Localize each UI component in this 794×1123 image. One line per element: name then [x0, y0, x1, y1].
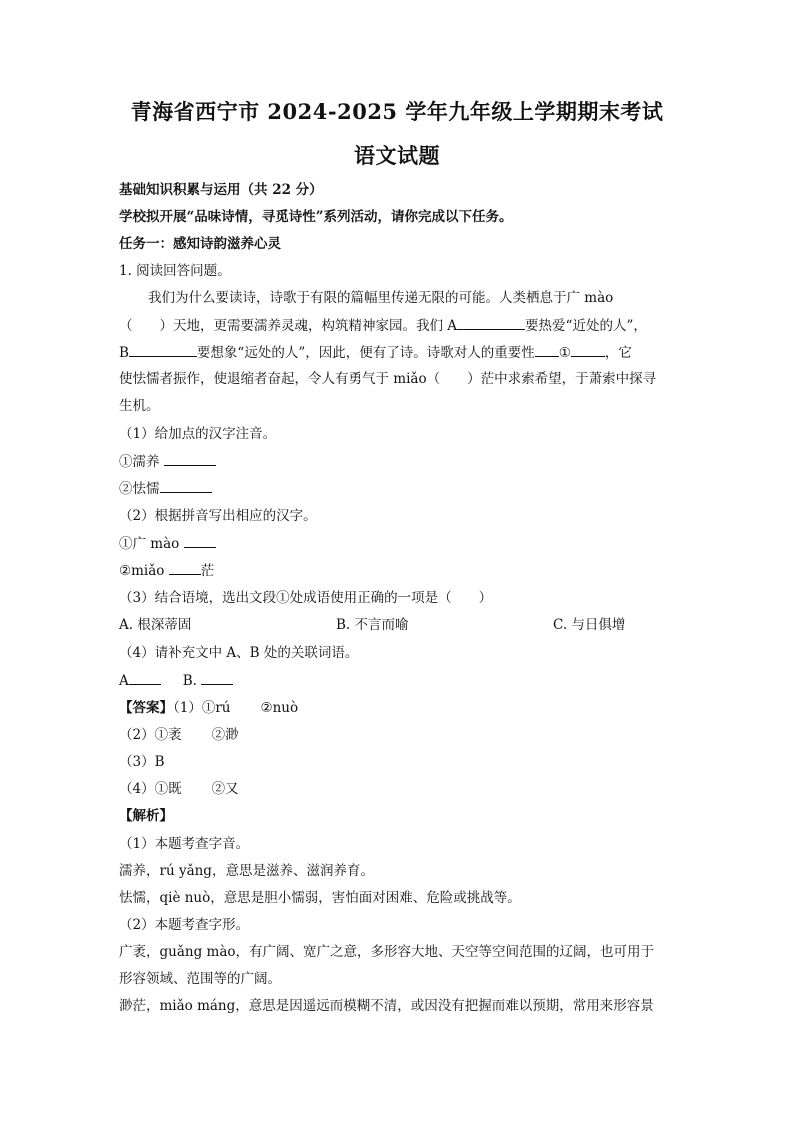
answer-line-3: （3）B	[119, 754, 165, 770]
analysis-label: 【解析】	[119, 808, 173, 824]
subquestion-2: （2）根据拼音写出相应的汉字。	[119, 508, 317, 524]
subquestion-4-blanks: A B.	[119, 670, 233, 691]
analysis-line-6: 形容领域、范围等的广阔。	[119, 971, 281, 987]
answer-line-4: （4）①既 ②又	[119, 781, 239, 797]
passage-line-1: 我们为什么要读诗，诗歌于有限的篇幅里传递无限的可能。人类栖息于广 mào	[148, 290, 614, 306]
section-heading: 基础知识积累与运用（共 22 分）	[119, 182, 323, 198]
analysis-line-1: （1）本题考查字音。	[119, 836, 250, 852]
blank-1-left	[535, 342, 559, 357]
subquestion-2-b: ②miǎo 茫	[119, 560, 214, 581]
passage-line-3: B 要想象“远处的人”，因此，便有了诗。诗歌对人的重要性 ① ，它	[119, 342, 632, 363]
subquestion-2-a: ①广 mào	[119, 533, 216, 554]
subquestion-1-b: ②怯懦	[119, 478, 212, 499]
blank-a	[457, 315, 525, 330]
subquestion-1-a: ①濡养	[119, 451, 216, 472]
analysis-line-5: 广袤，guǎng mào，有广阔、宽广之意，多形容大地、天空等空间范围的辽阔，也可用于	[119, 944, 654, 960]
blank-b	[129, 342, 197, 357]
subquestion-3: （3）结合语境，选出文段①处成语使用正确的一项是（ ）	[119, 590, 493, 606]
answer-line-1: 【答案】（1）①rú ②nuò	[119, 700, 299, 716]
answer-blank	[169, 560, 201, 575]
section-intro: 学校拟开展“品味诗情，寻觅诗性”系列活动，请你完成以下任务。	[119, 209, 513, 225]
subquestion-4: （4）请补充文中 A、B 处的关联词语。	[119, 645, 359, 661]
analysis-line-4: （2）本题考查字形。	[119, 917, 250, 933]
task-heading: 任务一：感知诗韵滋养心灵	[119, 236, 281, 252]
answer-label: 【答案】	[119, 700, 173, 716]
doc-title: 青海省西宁市 2024-2025 学年九年级上学期期末考试	[130, 99, 664, 124]
answer-blank	[164, 451, 216, 466]
blank-1-right	[571, 342, 605, 357]
option-a: A. 根深蒂固	[119, 617, 192, 633]
options-row	[119, 615, 679, 635]
answer-blank	[201, 670, 233, 685]
answer-blank	[160, 478, 212, 493]
answer-line-2: （2）①袤 ②渺	[119, 727, 239, 743]
option-c: C. 与日俱增	[553, 617, 626, 633]
passage-line-5: 生机。	[119, 398, 160, 414]
subquestion-1: （1）给加点的汉字注音。	[119, 426, 277, 442]
passage-line-2: （ ）天地，更需要濡养灵魂，构筑精神家园。我们 A 要热爱“近处的人”，	[119, 315, 647, 336]
answer-blank	[184, 533, 216, 548]
passage-line-4: 使怯懦者振作，使退缩者奋起，令人有勇气于 miǎo（ ）茫中求索希望，于萧索中探寻	[119, 371, 657, 387]
question-number: 1. 阅读回答问题。	[119, 263, 231, 279]
analysis-line-2: 濡养，rú yǎng，意思是滋养、滋润养育。	[119, 863, 374, 879]
analysis-line-3: 怯懦，qiè nuò，意思是胆小懦弱，害怕面对困难、危险或挑战等。	[119, 890, 521, 906]
answer-blank	[129, 670, 161, 685]
doc-subtitle: 语文试题	[354, 143, 440, 168]
analysis-line-7: 渺茫，miǎo máng，意思是因遥远而模糊不清，或因没有把握而难以预期，常用来形容景	[119, 998, 654, 1014]
option-b: B. 不言而喻	[336, 617, 409, 633]
